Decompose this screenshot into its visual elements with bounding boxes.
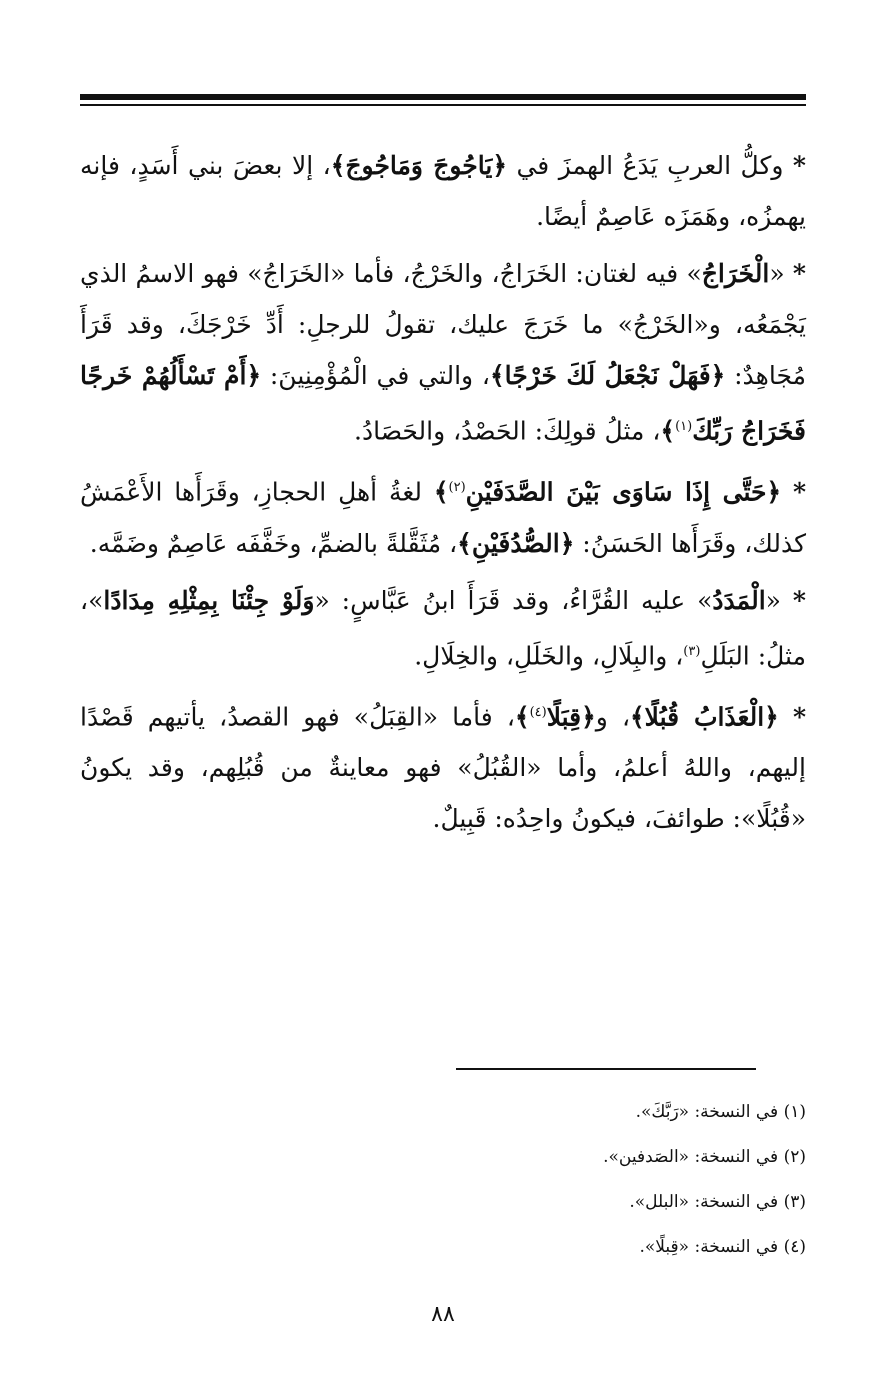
body-text (781, 478, 793, 507)
footnote-1: (١) في النسخة: «رَبَّكَ». (635, 1102, 806, 1122)
quoted-text: ﴿قِبَلًا (546, 702, 596, 732)
entry-paragraph (80, 462, 806, 568)
quoted-text: ﴾ (514, 702, 530, 732)
entry-paragraph (80, 575, 806, 681)
footnote-ref: (٢) (448, 480, 466, 496)
page-number: ٨٨ (431, 1302, 455, 1327)
entry-marker: * (792, 259, 806, 288)
quoted-text: ﴿الصُّدُفَيْنِ﴾ (457, 528, 575, 558)
footnotes (456, 1090, 806, 1270)
entry-marker: * (792, 477, 807, 507)
footnote-separator (456, 1068, 756, 1070)
quoted-text: وَلَوْ جِئْنَا بِمِثْلِهِ مِدَادًا (103, 585, 315, 615)
body-text: « (769, 259, 793, 288)
body-text: وكلُّ العربِ يَدَعُ الهمزَ في (506, 151, 793, 180)
quoted-text: ﴾ (660, 416, 676, 446)
body-text: » عليه القُرَّاءُ، وقد قَرَأَ ابنُ عَبَّاسٍ: « (314, 585, 713, 615)
entry-paragraph (80, 248, 806, 456)
quoted-text: ﴿حَتَّى إِذَا سَاوَى بَيْنَ الصَّدَفَيْنِ (465, 477, 782, 507)
body-text: » فيه لغتان: الخَرَاجُ، والخَرْجُ، فأما «الخَرَاجُ» فهو الاسمُ الذي يَجْمَعُه، و«الخَرْجُ» ما خَرَجَ عليك، تقولُ للرجلِ: أَدِّ خَرْجَكَ، وقد قَرَأَ مُجَاهِدٌ: (80, 259, 806, 390)
body-text: لغةُ أهلِ الحجازِ، وقَرَأَها الأَعْمَشُ كذلك، وقَرَأَها الحَسَنُ: (80, 477, 806, 558)
quoted-text: ﴿يَاجُوجَ وَمَاجُوجَ﴾ (330, 151, 507, 180)
body-text: ، و (595, 702, 631, 732)
quoted-text: الْمَدَدُ (712, 585, 766, 615)
footnote-ref: (١) (675, 419, 693, 434)
footnote-ref: (٣) (683, 643, 701, 659)
body-text: « (765, 585, 793, 615)
body-text: »، مثلُ: البَلَلِ (80, 585, 806, 670)
entry-marker: * (792, 585, 806, 615)
footnote-4: (٤) في النسخة: «قِبلًا». (639, 1237, 806, 1257)
body-text: ، إلا بعضَ بني أَسَدٍ، فإنه يهمزُه، وهَمَزَه عَاصِمٌ أيضًا. (80, 151, 806, 231)
body-text: ، فأما «القِبَلُ» فهو القصدُ، يأتيهم قَصْدًا إليهم، واللهُ أعلمُ، وأما «القُبُلُ» فهو معاينةٌ من قُبُلِهم، وقد يكونُ «قُبُلًا»: طوائفَ، فيكونُ واحِدُه: قَبِيلٌ. (80, 702, 806, 834)
footnote-ref: (٤) (529, 704, 547, 720)
body-text: ، مُثَقَّلةً بالضمِّ، وخَفَّفَه عَاصِمٌ وضَمَّه. (89, 528, 458, 558)
quoted-text: ﴾ (433, 477, 449, 507)
header-rule-thick (80, 94, 806, 100)
main-text (80, 140, 806, 850)
body-text: ، مثلُ قولِكَ: الحَصْدُ، والحَصَادُ. (354, 416, 661, 446)
entry-marker: * (792, 702, 807, 732)
quoted-text: ﴿أَمْ تَسْأَلُهُمْ خَرجًا فَخَرَاجُ رَبِّكَ (80, 361, 806, 446)
entry-paragraph (80, 140, 806, 242)
header-rule-thin (80, 104, 806, 106)
footnote-2: (٢) في النسخة: «الصَدفين». (603, 1147, 806, 1167)
quoted-text: ﴿فَهَلْ نَجْعَلُ لَكَ خَرْجًا﴾ (489, 361, 726, 390)
body-text: ، والبِلَالِ، والخَلَلِ، والخِلَالِ. (414, 640, 684, 670)
quoted-text: ﴿الْعَذَابُ قُبُلًا﴾ (630, 702, 779, 732)
body-text: ، والتي في الْمُؤْمِنِينَ: (261, 361, 490, 390)
quoted-text: الْخَرَاجُ (701, 259, 770, 288)
entry-paragraph (80, 687, 806, 844)
footnote-3: (٣) في النسخة: «البلل». (629, 1192, 806, 1212)
body-text (779, 702, 793, 731)
entry-marker: * (792, 151, 806, 180)
